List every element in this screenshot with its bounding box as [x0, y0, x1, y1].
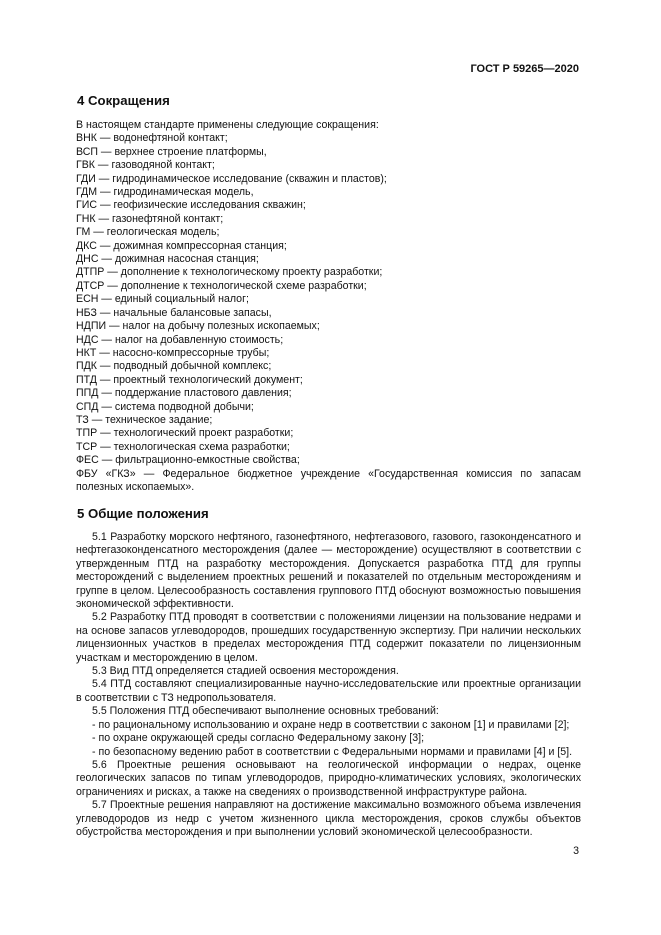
abbreviation-item: ВНК — водонефтяной контакт;	[76, 132, 228, 145]
section-5-title: 5 Общие положения	[77, 506, 209, 521]
abbreviations-intro: В настоящем стандарте применены следующие сокращения:	[76, 119, 379, 131]
abbreviation-item: НДПИ — налог на добычу полезных ископаемых;	[76, 320, 320, 333]
abbreviation-item: ППД — поддержание пластового давления;	[76, 387, 292, 400]
abbreviation-item: ДКС — дожимная компрессорная станция;	[76, 239, 287, 252]
abbreviation-item: ПТД — проектный технологический документ;	[76, 373, 303, 386]
abbreviation-item: ГИС — геофизические исследования скважин;	[76, 199, 306, 212]
clause-5-5: 5.5 Положения ПТД обеспечивают выполнение основных требований:	[92, 705, 439, 718]
abbreviation-item-fbu: ФБУ «ГКЗ» — Федеральное бюджетное учреждение «Государственная комиссия по запасам полезных ископаемых».	[76, 467, 581, 493]
abbreviation-item: СПД — система подводной добычи;	[76, 400, 254, 413]
abbreviation-item: ТПР — технологический проект разработки;	[76, 427, 294, 440]
abbreviation-item: ГДИ — гидродинамическое исследование (скважин и пластов);	[76, 172, 387, 185]
clause-5-1: 5.1 Разработку морского нефтяного, газонефтяного, нефтегазового, газового, газоконденсатного и нефтегазоконденсатного месторождения (далее — месторождение) осуществляют в соответствии с утвержденным ПТД на разработку месторождения. Допускается разработка ПТД для группы месторождений с выделением проектных решений и показателей по отдельным месторождениям и группе в целом. Целесообразность составления группового ПТД обоснуют возможностью повышения экономической эффективности.	[76, 531, 581, 611]
abbreviation-item: ГВК — газоводяной контакт;	[76, 159, 215, 172]
abbreviation-item: ФЕС — фильтрационно-емкостные свойства;	[76, 454, 300, 467]
requirement-item: - по охране окружающей среды согласно Федеральному закону [3];	[92, 732, 425, 745]
abbreviation-item: ЕСН — единый социальный налог;	[76, 293, 249, 306]
abbreviation-item: ДТСР — дополнение к технологической схеме разработки;	[76, 279, 367, 292]
abbreviation-item: ТЗ — техническое задание;	[76, 413, 213, 426]
abbreviation-item: ВСП — верхнее строение платформы,	[76, 145, 267, 158]
clause-5-7: 5.7 Проектные решения направляют на достижение максимально возможного объема извлечения углеводородов из недр с учетом жизненного цикла месторождения, сроков службы объектов обустройства месторождения и при выполнении условий экономической целесообразности.	[76, 799, 581, 838]
clause-5-4: 5.4 ПТД составляют специализированные научно-исследовательские или проектные организации в соответствии с ТЗ недропользователя.	[76, 678, 581, 704]
abbreviations-list	[76, 119, 581, 494]
abbreviation-item: НБЗ — начальные балансовые запасы,	[76, 306, 272, 319]
abbreviation-item: ГНК — газонефтяной контакт;	[76, 212, 224, 225]
abbreviation-item: ДНС — дожимная насосная станция;	[76, 253, 259, 266]
clause-5-3: 5.3 Вид ПТД определяется стадией освоения месторождения.	[92, 665, 399, 678]
section-4-title: 4 Сокращения	[77, 93, 170, 108]
abbreviation-item: ГМ — геологическая модель;	[76, 226, 220, 239]
abbreviation-item: ГДМ — гидродинамическая модель,	[76, 186, 254, 199]
abbreviation-item: ПДК — подводный добычной комплекс;	[76, 360, 272, 373]
document-code: ГОСТ Р 59265—2020	[470, 63, 579, 75]
abbreviation-item: ТСР — технологическая схема разработки;	[76, 440, 290, 453]
page-number: 3	[573, 845, 579, 857]
general-provisions	[76, 531, 581, 839]
clause-5-6: 5.6 Проектные решения основывают на геологической информации о недрах, оценке геологических запасов по типам углеводородов, природно-климатических условиях, экологических ограничениях и рисках, а также на сведениях о производственной инфраструктуре района.	[76, 758, 581, 798]
abbreviation-item: ДТПР — дополнение к технологическому проекту разработки;	[76, 266, 383, 279]
abbreviation-item: НКТ — насосно-компрессорные трубы;	[76, 346, 270, 359]
requirement-item: - по рациональному использованию и охране недр в соответствии с законом [1] и правилами [2];	[92, 718, 570, 731]
abbreviation-item: НДС — налог на добавленную стоимость;	[76, 333, 284, 346]
requirement-item: - по безопасному ведению работ в соответствии с Федеральными нормами и правилами [4] и [5].	[92, 745, 573, 758]
clause-5-2: 5.2 Разработку ПТД проводят в соответствии с положениями лицензии на пользование недрами и на основе запасов углеводородов, прошедших государственную экспертизу. При наличии нескольких лицензионных участков в пределах месторождения ПТД содержит показатели по лицензионным участкам и месторождению в целом.	[76, 611, 581, 664]
